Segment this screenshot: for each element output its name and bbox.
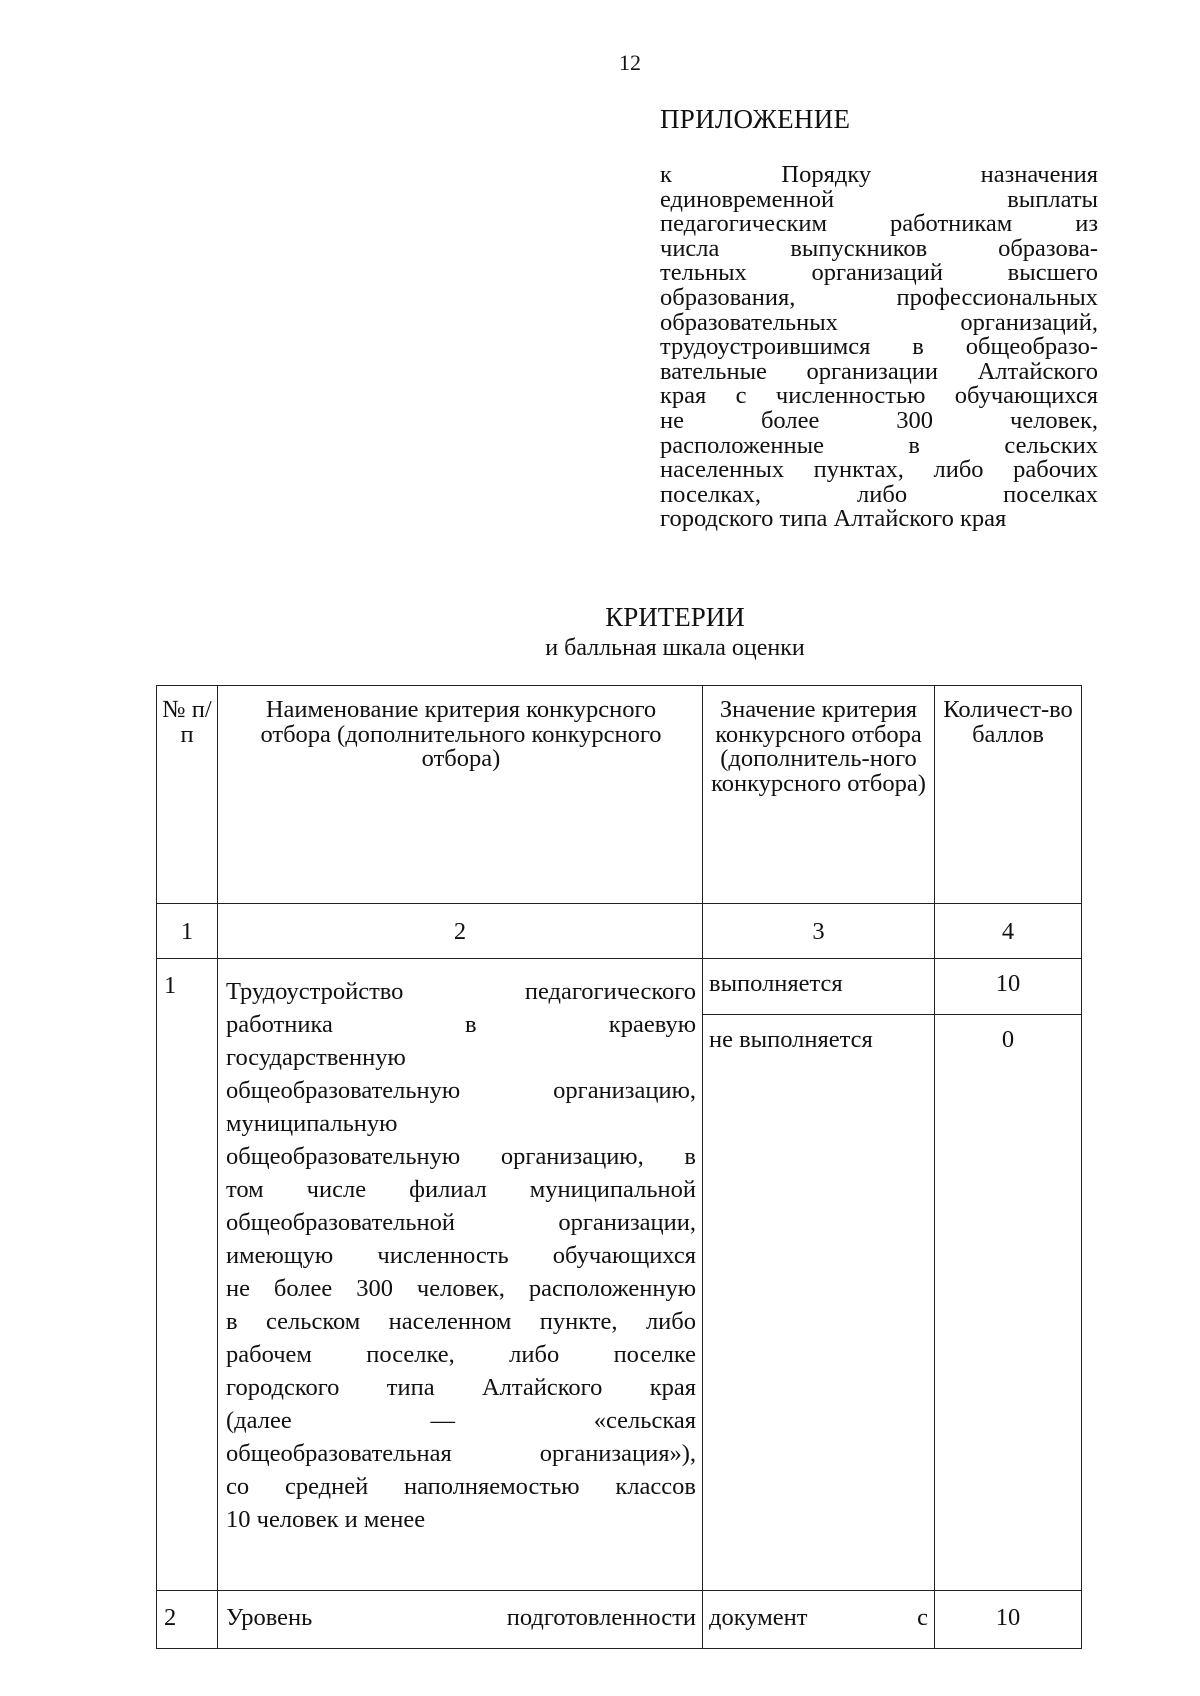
appendix-line: расположенные в сельских bbox=[660, 431, 1098, 459]
appendix-line: не более 300 человек, bbox=[660, 406, 1098, 434]
column-number: 1 bbox=[157, 904, 218, 959]
criterion-line: (далее — «сельская bbox=[226, 1407, 696, 1434]
criterion-line: работника в краевую bbox=[226, 1011, 696, 1038]
column-number: 2 bbox=[218, 904, 703, 959]
criterion-line: не более 300 человек, расположенную bbox=[226, 1275, 696, 1302]
points-cell: 0 bbox=[935, 1015, 1082, 1591]
appendix-line: вательные организации Алтайского bbox=[660, 357, 1098, 385]
table-row bbox=[157, 959, 1082, 1015]
appendix-text bbox=[660, 163, 1098, 532]
criterion-line: Уровень подготовленности bbox=[226, 1604, 696, 1631]
value-cell bbox=[703, 1591, 935, 1649]
criterion-line: муниципальную bbox=[226, 1110, 398, 1137]
criterion-line: общеобразовательная организация»), bbox=[226, 1440, 696, 1467]
appendix-line: трудоустроившимся в общеобразо- bbox=[660, 333, 1098, 361]
criterion-line: государственную bbox=[226, 1044, 406, 1071]
criterion-cell bbox=[218, 1591, 703, 1649]
value-cell: выполняется bbox=[703, 959, 935, 1015]
document-title: КРИТЕРИИ bbox=[605, 602, 745, 632]
criterion-line: имеющую численность обучающихся bbox=[226, 1242, 696, 1269]
points-cell: 10 bbox=[935, 1591, 1082, 1649]
criterion-line: общеобразовательную организацию, в bbox=[226, 1143, 696, 1170]
table-row bbox=[157, 1591, 1082, 1649]
criterion-line: рабочем поселке, либо поселке bbox=[226, 1341, 696, 1368]
appendix-title: ПРИЛОЖЕНИЕ bbox=[660, 104, 851, 134]
appendix-line: городского типа Алтайского края bbox=[660, 505, 1007, 533]
criteria-table bbox=[156, 685, 1082, 1649]
header-criterion: Наименование критерия конкурсного отбора (дополнительного конкурсного отбора) bbox=[218, 686, 703, 904]
appendix-line: числа выпускников образова- bbox=[660, 234, 1098, 262]
column-number: 4 bbox=[935, 904, 1082, 959]
appendix-line: поселках, либо поселках bbox=[660, 480, 1098, 508]
appendix-line: края с численностью обучающихся bbox=[660, 382, 1098, 410]
criterion-line: со средней наполняемостью классов bbox=[226, 1473, 696, 1500]
criterion-line: Трудоустройство педагогического bbox=[226, 978, 696, 1005]
criterion-line: общеобразовательной организации, bbox=[226, 1209, 696, 1236]
table-header-row bbox=[157, 686, 1082, 904]
appendix-line: к Порядку назначения bbox=[660, 161, 1098, 188]
value-text: документ с bbox=[709, 1604, 928, 1631]
criterion-line: 10 человек и менее bbox=[226, 1506, 426, 1533]
column-number-row bbox=[157, 904, 1082, 959]
appendix-line: тельных организаций высшего bbox=[660, 259, 1098, 287]
appendix-line: образования, профессиональных bbox=[660, 283, 1098, 311]
document-subtitle: и балльная шкала оценки bbox=[545, 635, 805, 661]
criterion-cell bbox=[218, 959, 703, 1591]
criterion-line: городского типа Алтайского края bbox=[226, 1374, 696, 1401]
value-cell: не выполняется bbox=[703, 1015, 935, 1591]
appendix-line: населенных пунктах, либо рабочих bbox=[660, 456, 1098, 484]
header-number: № п/п bbox=[157, 686, 218, 904]
page-number: 12 bbox=[619, 50, 641, 75]
row-number: 1 bbox=[157, 959, 218, 1591]
header-value: Значение критерия конкурсного отбора (дополнитель-ного конкурсного отбора) bbox=[703, 686, 935, 904]
points-cell: 10 bbox=[935, 959, 1082, 1015]
header-points: Количест-во баллов bbox=[935, 686, 1082, 904]
appendix-line: единовременной выплаты bbox=[660, 185, 1098, 213]
criterion-line: том числе филиал муниципальной bbox=[226, 1176, 696, 1203]
appendix-line: педагогическим работникам из bbox=[660, 210, 1098, 238]
criterion-line: общеобразовательную организацию, bbox=[226, 1077, 696, 1104]
appendix-line: образовательных организаций, bbox=[660, 308, 1098, 336]
column-number: 3 bbox=[703, 904, 935, 959]
row-number: 2 bbox=[157, 1591, 218, 1649]
criterion-line: в сельском населенном пункте, либо bbox=[226, 1308, 696, 1335]
